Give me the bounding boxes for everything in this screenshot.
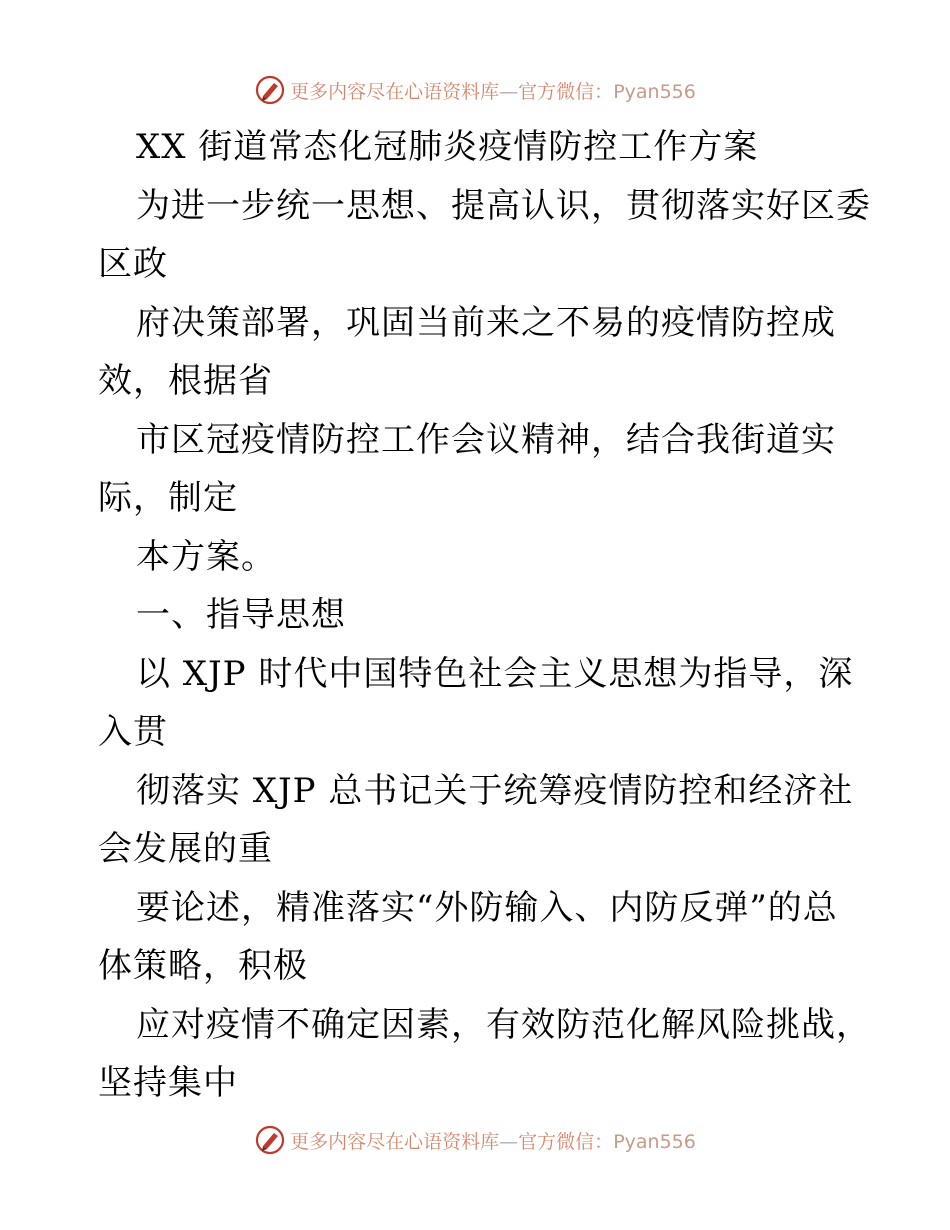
text-line: 区政 bbox=[98, 244, 168, 284]
footer-watermark-banner bbox=[0, 1120, 950, 1160]
banner-separator: — bbox=[499, 80, 519, 103]
text-line: 市区冠疫情防控工作会议精神，结合我街道实 bbox=[136, 419, 836, 460]
footer-watermark-text bbox=[290, 1127, 696, 1154]
text-line: 际，制定 bbox=[98, 478, 238, 518]
text-line: 府决策部署，巩固当前来之不易的疫情防控成 bbox=[136, 302, 836, 343]
wechat-id: Pyan556 bbox=[613, 80, 696, 103]
text-line: 效，根据省 bbox=[98, 361, 273, 401]
section-heading: 一、指导思想 bbox=[136, 595, 346, 635]
text-line: 会发展的重 bbox=[98, 829, 273, 869]
contact-label: 官方微信： bbox=[518, 80, 614, 103]
text-line: 本方案。 bbox=[136, 536, 276, 577]
pen-logo-icon bbox=[254, 74, 286, 106]
text-line: 彻落实 XJP 总书记关于统筹疫情防控和经济社 bbox=[136, 770, 854, 811]
text-line: 坚持集中 bbox=[98, 1063, 238, 1103]
contact-label: 官方微信： bbox=[518, 1130, 614, 1153]
wechat-id: Pyan556 bbox=[613, 1130, 696, 1153]
banner-separator: — bbox=[499, 1130, 519, 1153]
site-name: 更多内容尽在心语资料库 bbox=[290, 80, 500, 103]
text-line: 为进一步统一思想、提高认识，贯彻落实好区委 bbox=[136, 185, 871, 226]
site-name: 更多内容尽在心语资料库 bbox=[290, 1130, 500, 1153]
header-watermark-banner bbox=[0, 70, 950, 110]
document-body bbox=[98, 118, 871, 1113]
text-line: 体策略，积极 bbox=[98, 946, 308, 986]
text-line: 要论述，精准落实“外防输入、内防反弹”的总 bbox=[136, 887, 838, 928]
text-line: 以 XJP 时代中国特色社会主义思想为指导，深 bbox=[136, 653, 854, 694]
header-watermark-text bbox=[290, 77, 696, 104]
text-line: 入贯 bbox=[98, 712, 168, 752]
document-title: XX 街道常态化冠肺炎疫情防控工作方案 bbox=[136, 127, 759, 167]
text-line: 应对疫情不确定因素，有效防范化解风险挑战， bbox=[136, 1004, 871, 1045]
pen-logo-icon bbox=[254, 1124, 286, 1156]
